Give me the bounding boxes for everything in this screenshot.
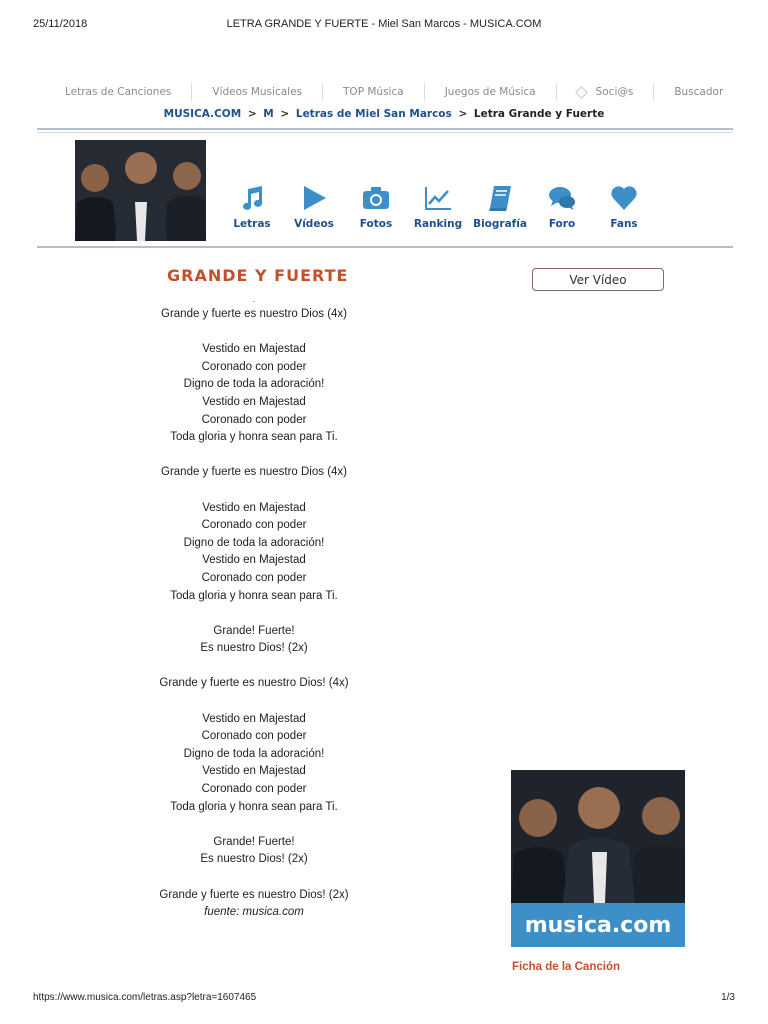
section-fans[interactable] <box>593 184 655 230</box>
lyric-line: Digno de toda la adoración! <box>183 536 325 549</box>
lyric-line: Grande y fuerte es nuestro Dios (4x) <box>161 308 347 320</box>
stanza <box>129 341 379 447</box>
lyric-line: Coronado con poder <box>201 730 307 743</box>
song-title: GRANDE Y FUERTE <box>167 266 349 285</box>
stanza <box>129 887 379 905</box>
section-fotos-label: Fotos <box>359 218 393 230</box>
nav-buscador[interactable]: Buscador <box>674 86 724 98</box>
print-page-number: 1/3 <box>721 992 735 1003</box>
section-videos[interactable] <box>283 184 345 230</box>
lyric-line: Coronado con poder <box>201 360 307 373</box>
artist-photo[interactable] <box>75 140 206 241</box>
stanza <box>129 306 379 324</box>
stanza <box>129 711 379 817</box>
album-cover[interactable] <box>511 770 685 947</box>
lyric-line: Toda gloria y honra sean para Ti. <box>170 431 338 444</box>
print-title: LETRA GRANDE Y FUERTE - Miel San Marcos - MUSICA.COM <box>226 18 542 30</box>
section-foro-label: Foro <box>548 218 576 230</box>
nav-letras-de-canciones[interactable]: Letras de Canciones <box>45 83 192 101</box>
stanza <box>129 464 379 482</box>
lyrics-dot: . <box>252 295 256 304</box>
lyric-line: Vestido en Majestad <box>202 712 306 725</box>
lyric-line: Grande y fuerte es nuestro Dios! (2x) <box>159 888 349 901</box>
lyrics <box>129 296 379 922</box>
nav-socios-label: Soci@s <box>595 86 634 98</box>
chart-icon <box>424 184 452 212</box>
lyric-line: Vestido en Majestad <box>202 501 306 514</box>
section-letras-label: Letras <box>233 218 271 230</box>
heart-icon <box>610 184 638 212</box>
lyric-line: Vestido en Majestad <box>202 343 306 356</box>
breadcrumb-letter[interactable]: M <box>263 108 274 120</box>
artist-section-nav <box>221 184 655 230</box>
section-biografia-label: Biografía <box>473 218 527 230</box>
lyric-line: Coronado con poder <box>201 519 307 532</box>
top-navigation <box>45 82 737 102</box>
section-foro[interactable] <box>531 184 593 230</box>
lyric-line: Grande! Fuerte! <box>213 624 295 637</box>
breadcrumb-artist[interactable]: Letras de Miel San Marcos <box>295 108 452 120</box>
section-fotos[interactable] <box>345 184 407 230</box>
camera-icon <box>362 184 390 212</box>
lyric-line: Grande y fuerte es nuestro Dios (4x) <box>161 466 347 479</box>
section-letras[interactable] <box>221 184 283 230</box>
lyrics-source: fuente: musica.com <box>204 906 304 919</box>
lyric-line: Es nuestro Dios! (2x) <box>200 642 308 655</box>
breadcrumb-separator: > <box>458 108 468 120</box>
nav-socios[interactable] <box>557 83 655 101</box>
nav-videos-musicales[interactable]: Vídeos Musicales <box>192 83 323 101</box>
section-fans-label: Fans <box>610 218 638 230</box>
section-videos-label: Vídeos <box>294 218 334 230</box>
nav-top-musica[interactable]: TOP Música <box>323 83 425 101</box>
stanza <box>129 834 379 869</box>
header-divider <box>37 128 733 130</box>
lyric-line: Coronado con poder <box>201 413 307 426</box>
diamond-icon <box>575 86 588 99</box>
print-date: 25/11/2018 <box>33 18 88 30</box>
lyric-line: Vestido en Majestad <box>202 554 306 567</box>
breadcrumb-site[interactable]: MUSICA.COM <box>163 108 242 120</box>
book-icon <box>486 184 514 212</box>
header-divider-thin <box>37 132 733 133</box>
lyric-line: Digno de toda la adoración! <box>183 747 325 760</box>
stanza <box>129 500 379 606</box>
lyric-line: Vestido en Majestad <box>202 765 306 778</box>
stanza <box>129 675 379 693</box>
lyric-line: Es nuestro Dios! (2x) <box>200 853 308 866</box>
lyric-line: Toda gloria y honra sean para Ti. <box>170 589 338 602</box>
lyric-line: Grande y fuerte es nuestro Dios! (4x) <box>159 677 349 690</box>
music-note-icon <box>238 184 266 212</box>
stanza <box>129 623 379 658</box>
lyric-line: Coronado con poder <box>201 571 307 584</box>
section-biografia[interactable] <box>469 184 531 230</box>
lyric-line: Toda gloria y honra sean para Ti. <box>170 800 338 813</box>
play-icon <box>300 184 328 212</box>
album-brand: musica.com <box>511 903 685 947</box>
ver-video-button[interactable]: Ver Vídeo <box>532 268 664 291</box>
section-ranking-label: Ranking <box>413 218 463 230</box>
chat-icon <box>548 184 576 212</box>
album-photo <box>511 770 685 903</box>
breadcrumb-separator: > <box>280 108 290 120</box>
lyric-line: Grande! Fuerte! <box>213 835 295 848</box>
section-divider <box>37 246 733 248</box>
section-ranking[interactable] <box>407 184 469 230</box>
lyric-line: Digno de toda la adoración! <box>183 378 325 391</box>
ficha-cancion-link[interactable]: Ficha de la Canción <box>512 961 620 973</box>
lyric-line: Coronado con poder <box>201 783 307 796</box>
print-url: https://www.musica.com/letras.asp?letra=1607465 <box>33 992 257 1003</box>
lyric-line: Vestido en Majestad <box>202 395 306 408</box>
nav-juegos-de-musica[interactable]: Juegos de Música <box>425 83 557 101</box>
breadcrumb-separator: > <box>247 108 257 120</box>
breadcrumb-current: Letra Grande y Fuerte <box>473 108 605 120</box>
breadcrumb <box>0 108 768 120</box>
